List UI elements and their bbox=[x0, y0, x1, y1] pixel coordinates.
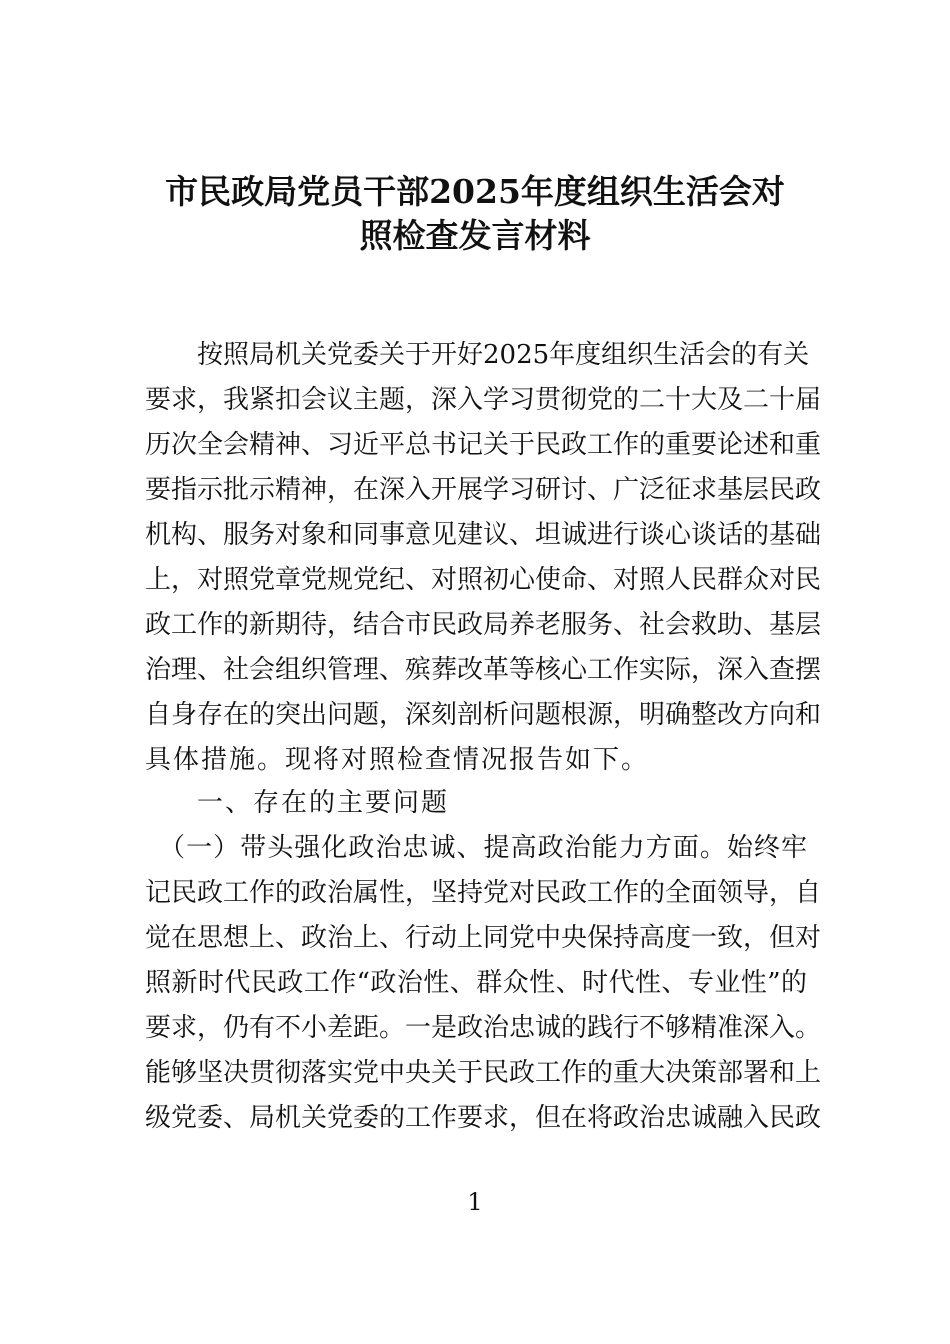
paragraph-line: 具体措施。现将对照检查情况报告如下。 bbox=[145, 745, 650, 775]
document-title-line-1: 市民政局党员干部2025年度组织生活会对 bbox=[165, 172, 785, 211]
paragraph-line: 自身存在的突出问题，深刻剖析问题根源，明确整改方向和 bbox=[145, 700, 822, 730]
paragraph-line: 要求，仍有不小差距。一是政治忠诚的践行不够精准深入。 bbox=[145, 1013, 822, 1043]
paragraph-line: 要指示批示精神，在深入开展学习研讨、广泛征求基层民政 bbox=[145, 475, 822, 505]
section-heading: 一、存在的主要问题 bbox=[197, 788, 450, 818]
paragraph-line: 照新时代民政工作“政治性、群众性、时代性、专业性”的 bbox=[145, 968, 807, 998]
paragraph-line: （一）带头强化政治忠诚、提高政治能力方面。始终牢 bbox=[145, 833, 807, 863]
paragraph-line: 要求，我紧扣会议主题，深入学习贯彻党的二十大及二十届 bbox=[145, 385, 822, 415]
paragraph-line: 上，对照党章党规党纪、对照初心使命、对照人民群众对民 bbox=[145, 565, 822, 595]
paragraph-line: 能够坚决贯彻落实党中央关于民政工作的重大决策部署和上 bbox=[145, 1058, 822, 1088]
paragraph-line: 级党委、局机关党委的工作要求，但在将政治忠诚融入民政 bbox=[145, 1103, 822, 1133]
page-number: 1 bbox=[467, 1188, 483, 1216]
paragraph-line: 记民政工作的政治属性，坚持党对民政工作的全面领导，自 bbox=[145, 878, 822, 908]
paragraph-line: 机构、服务对象和同事意见建议、坦诚进行谈心谈话的基础 bbox=[145, 520, 822, 550]
paragraph-line: 政工作的新期待，结合市民政局养老服务、社会救助、基层 bbox=[145, 610, 822, 640]
paragraph-line: 觉在思想上、政治上、行动上同党中央保持高度一致，但对 bbox=[145, 923, 822, 953]
paragraph-line: 历次全会精神、习近平总书记关于民政工作的重要论述和重 bbox=[145, 430, 822, 460]
paragraph-line: 治理、社会组织管理、殡葬改革等核心工作实际，深入查摆 bbox=[145, 655, 822, 685]
paragraph-line: 按照局机关党委关于开好2025年度组织生活会的有关 bbox=[145, 340, 810, 370]
document-title-line-2: 照检查发言材料 bbox=[359, 216, 591, 255]
